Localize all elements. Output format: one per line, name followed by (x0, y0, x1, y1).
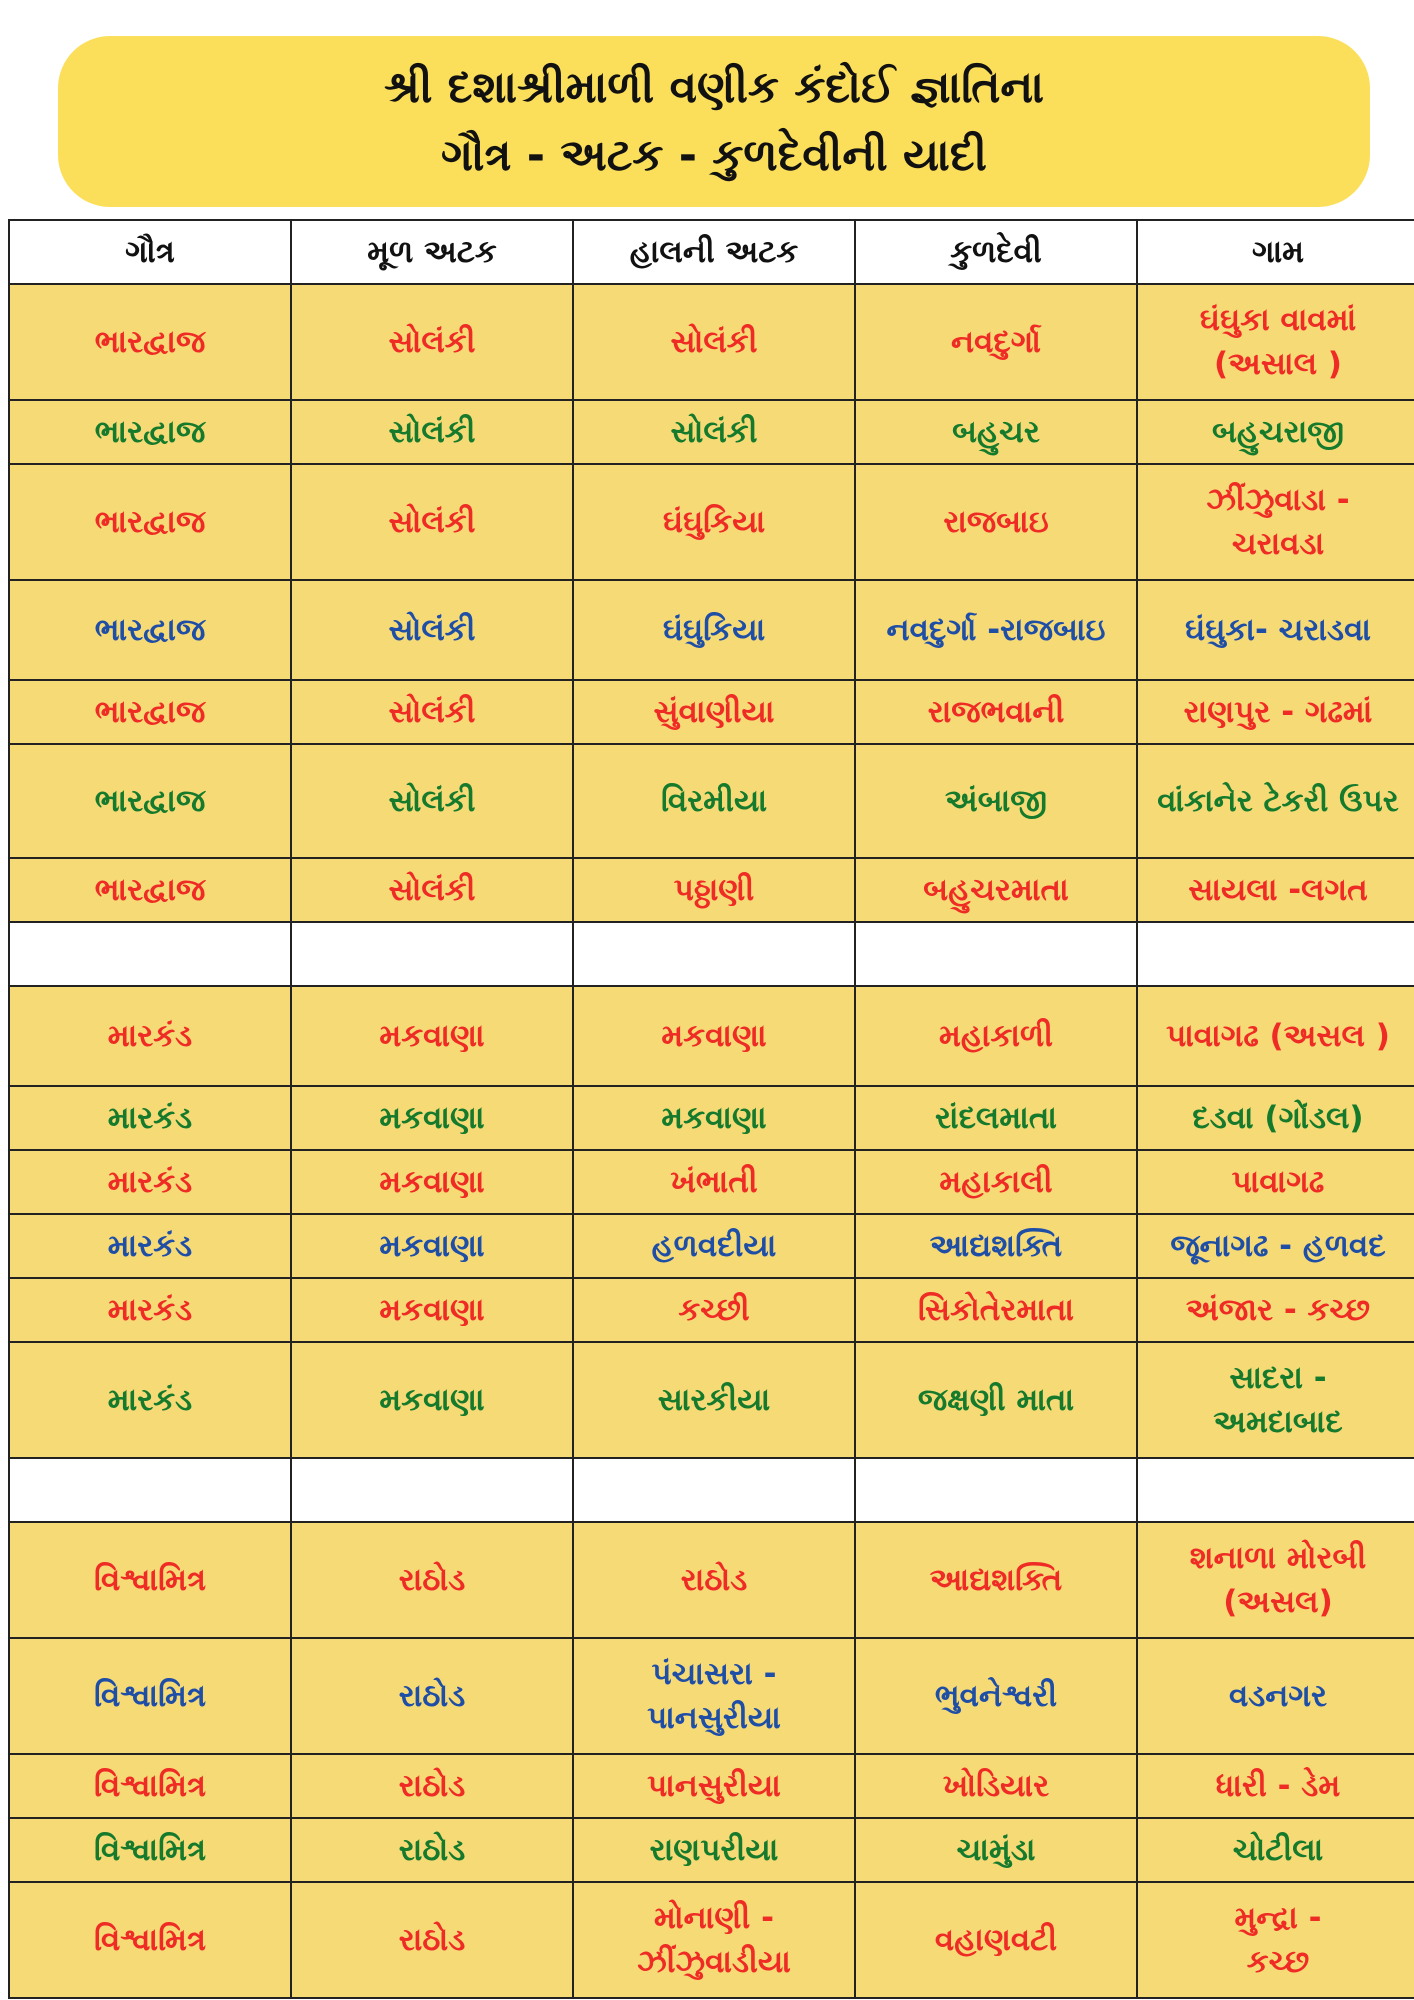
spacer-row (9, 922, 1414, 986)
table-row (9, 464, 1414, 580)
table-row (9, 744, 1414, 858)
gotra-table (8, 219, 1414, 1999)
cell-kuldevi: ચામુંડા (855, 1818, 1137, 1882)
cell-kuldevi: નવદુર્ગા -રાજબાઇ (855, 580, 1137, 680)
cell-line: અમદાબાદ (1213, 1404, 1343, 1440)
header-row (9, 220, 1414, 284)
cell-current-surname (573, 1458, 855, 1522)
cell-kuldevi: બહુચર (855, 400, 1137, 464)
cell-kuldevi: ખોડિયાર (855, 1754, 1137, 1818)
cell-kuldevi: આદ્યશક્તિ (855, 1522, 1137, 1638)
cell-kuldevi: રાજભવાની (855, 680, 1137, 744)
cell-village: જૂનાગઢ - હળવદ (1137, 1214, 1414, 1278)
cell-village: પાવાગઢ (1137, 1150, 1414, 1214)
header-original-surname: મૂળ અટક (291, 220, 573, 284)
cell-gotra: ભારદ્વાજ (9, 858, 291, 922)
table-row (9, 1522, 1414, 1638)
table-row (9, 680, 1414, 744)
cell-kuldevi: વહાણવટી (855, 1882, 1137, 1998)
cell-original-surname: મકવાણા (291, 986, 573, 1086)
cell-line: ઘંઘુકા વાવમાં (1199, 302, 1357, 338)
table-row (9, 400, 1414, 464)
cell-gotra (9, 1458, 291, 1522)
cell-original-surname: રાઠોડ (291, 1818, 573, 1882)
table-row (9, 986, 1414, 1086)
cell-original-surname: રાઠોડ (291, 1638, 573, 1754)
table-row (9, 1818, 1414, 1882)
cell-kuldevi: સિકોતેરમાતા (855, 1278, 1137, 1342)
cell-kuldevi: મહાકાલી (855, 1150, 1137, 1214)
cell-current-surname: ઘંઘુકિયા (573, 580, 855, 680)
cell-original-surname: સોલંકી (291, 680, 573, 744)
cell-line: મોનાણી - (654, 1900, 774, 1936)
cell-current-surname: સુંવાણીયા (573, 680, 855, 744)
cell-original-surname: સોલંકી (291, 744, 573, 858)
cell-village: પાવાગઢ (અસલ ) (1137, 986, 1414, 1086)
cell-kuldevi: રાંદલમાતા (855, 1086, 1137, 1150)
cell-gotra: વિશ્વામિત્ર (9, 1818, 291, 1882)
cell-line: મુન્દ્રા - (1234, 1900, 1322, 1936)
cell-gotra: મારકંડ (9, 1342, 291, 1458)
cell-kuldevi: ભુવનેશ્વરી (855, 1638, 1137, 1754)
cell-current-surname (573, 1638, 855, 1754)
table-body (9, 220, 1414, 1998)
cell-current-surname: પાનસુરીયા (573, 1754, 855, 1818)
table-row (9, 1278, 1414, 1342)
cell-current-surname (573, 1882, 855, 1998)
cell-gotra: મારકંડ (9, 1278, 291, 1342)
table-row (9, 1754, 1414, 1818)
cell-line: પાનસુરીયા (647, 1700, 781, 1736)
cell-kuldevi: આદ્યશક્તિ (855, 1214, 1137, 1278)
cell-current-surname: રાઠોડ (573, 1522, 855, 1638)
cell-original-surname: રાઠોડ (291, 1882, 573, 1998)
cell-kuldevi: રાજબાઇ (855, 464, 1137, 580)
cell-gotra: મારકંડ (9, 1214, 291, 1278)
cell-original-surname: સોલંકી (291, 858, 573, 922)
cell-village (1137, 1342, 1414, 1458)
cell-village (1137, 1882, 1414, 1998)
cell-current-surname: સારકીયા (573, 1342, 855, 1458)
cell-line: કચ્છ (1246, 1944, 1310, 1980)
cell-village (1137, 922, 1414, 986)
cell-original-surname (291, 1458, 573, 1522)
header-village: ગામ (1137, 220, 1414, 284)
cell-village: સાયલા -લગત (1137, 858, 1414, 922)
cell-line: શનાળા મોરબી (1189, 1540, 1367, 1576)
cell-village: વાંકાનેર ટેકરી ઉપર (1137, 744, 1414, 858)
cell-original-surname: સોલંકી (291, 580, 573, 680)
cell-current-surname: હળવદીયા (573, 1214, 855, 1278)
cell-gotra: મારકંડ (9, 1086, 291, 1150)
cell-original-surname: મકવાણા (291, 1214, 573, 1278)
title-line-2: ગૌત્ર - અટક - કુળદેવીની યાદી (440, 129, 988, 181)
cell-village (1137, 464, 1414, 580)
cell-original-surname: મકવાણા (291, 1086, 573, 1150)
header-kuldevi: કુળદેવી (855, 220, 1137, 284)
cell-current-surname (573, 922, 855, 986)
header-gotra: ગૌત્ર (9, 220, 291, 284)
cell-original-surname: સોલંકી (291, 400, 573, 464)
cell-line: ઝીંઝુવાડીયા (637, 1944, 791, 1980)
table-row (9, 580, 1414, 680)
cell-village (1137, 284, 1414, 400)
cell-line: ઝીંઝુવાડા - (1206, 482, 1350, 518)
title-line-1: શ્રી દશાશ્રીમાળી વણીક કંદોઈ જ્ઞાતિના (384, 61, 1044, 113)
cell-original-surname: મકવાણા (291, 1342, 573, 1458)
cell-gotra (9, 922, 291, 986)
cell-current-surname: રાણપરીયા (573, 1818, 855, 1882)
cell-village: અંજાર - કચ્છ (1137, 1278, 1414, 1342)
cell-gotra: ભારદ્વાજ (9, 744, 291, 858)
cell-line: સાદરા - (1229, 1360, 1327, 1396)
cell-gotra: ભારદ્વાજ (9, 464, 291, 580)
cell-gotra: ભારદ્વાજ (9, 580, 291, 680)
cell-kuldevi: નવદુર્ગા (855, 284, 1137, 400)
cell-current-surname: સોલંકી (573, 400, 855, 464)
table-row (9, 1150, 1414, 1214)
cell-original-surname: મકવાણા (291, 1278, 573, 1342)
cell-gotra: વિશ્વામિત્ર (9, 1522, 291, 1638)
cell-current-surname: મકવાણા (573, 1086, 855, 1150)
title-banner (58, 36, 1370, 207)
cell-original-surname (291, 922, 573, 986)
cell-village: દડવા (ગોંડલ) (1137, 1086, 1414, 1150)
table-row (9, 1086, 1414, 1150)
cell-current-surname: પઠ્ઠાણી (573, 858, 855, 922)
cell-village: ચોટીલા (1137, 1818, 1414, 1882)
cell-original-surname: રાઠોડ (291, 1754, 573, 1818)
cell-line: (અસલ) (1223, 1584, 1333, 1620)
header-current-surname: હાલની અટક (573, 220, 855, 284)
cell-original-surname: મકવાણા (291, 1150, 573, 1214)
cell-gotra: વિશ્વામિત્ર (9, 1638, 291, 1754)
cell-village (1137, 1458, 1414, 1522)
table-row (9, 858, 1414, 922)
cell-gotra: ભારદ્વાજ (9, 680, 291, 744)
cell-gotra: વિશ્વામિત્ર (9, 1882, 291, 1998)
cell-village: ધારી - ડેમ (1137, 1754, 1414, 1818)
cell-village: રાણપુર - ગઢમાં (1137, 680, 1414, 744)
table-row (9, 1342, 1414, 1458)
cell-current-surname: ઘંઘુકિયા (573, 464, 855, 580)
cell-village: ઘંઘુકા- ચરાડવા (1137, 580, 1414, 680)
cell-line: પંચાસરા - (651, 1656, 777, 1692)
cell-current-surname: મકવાણા (573, 986, 855, 1086)
cell-current-surname: સોલંકી (573, 284, 855, 400)
cell-gotra: વિશ્વામિત્ર (9, 1754, 291, 1818)
cell-village: બહુચરાજી (1137, 400, 1414, 464)
cell-village: વડનગર (1137, 1638, 1414, 1754)
cell-kuldevi: બહુચરમાતા (855, 858, 1137, 922)
cell-kuldevi: મહાકાળી (855, 986, 1137, 1086)
table-row (9, 1638, 1414, 1754)
cell-gotra: ભારદ્વાજ (9, 284, 291, 400)
cell-current-surname: કચ્છી (573, 1278, 855, 1342)
cell-line: (અસાલ ) (1214, 346, 1342, 382)
table-row (9, 1214, 1414, 1278)
cell-original-surname: સોલંકી (291, 284, 573, 400)
cell-current-surname: ખંભાતી (573, 1150, 855, 1214)
table-row (9, 284, 1414, 400)
cell-current-surname: વિરમીયા (573, 744, 855, 858)
cell-kuldevi (855, 922, 1137, 986)
cell-village (1137, 1522, 1414, 1638)
cell-kuldevi (855, 1458, 1137, 1522)
cell-gotra: ભારદ્વાજ (9, 400, 291, 464)
cell-kuldevi: અંબાજી (855, 744, 1137, 858)
cell-line: ચરાવડા (1231, 526, 1325, 562)
spacer-row (9, 1458, 1414, 1522)
cell-kuldevi: જક્ષણી માતા (855, 1342, 1137, 1458)
cell-original-surname: સોલંકી (291, 464, 573, 580)
cell-gotra: મારકંડ (9, 986, 291, 1086)
table-row (9, 1882, 1414, 1998)
cell-original-surname: રાઠોડ (291, 1522, 573, 1638)
cell-gotra: મારકંડ (9, 1150, 291, 1214)
